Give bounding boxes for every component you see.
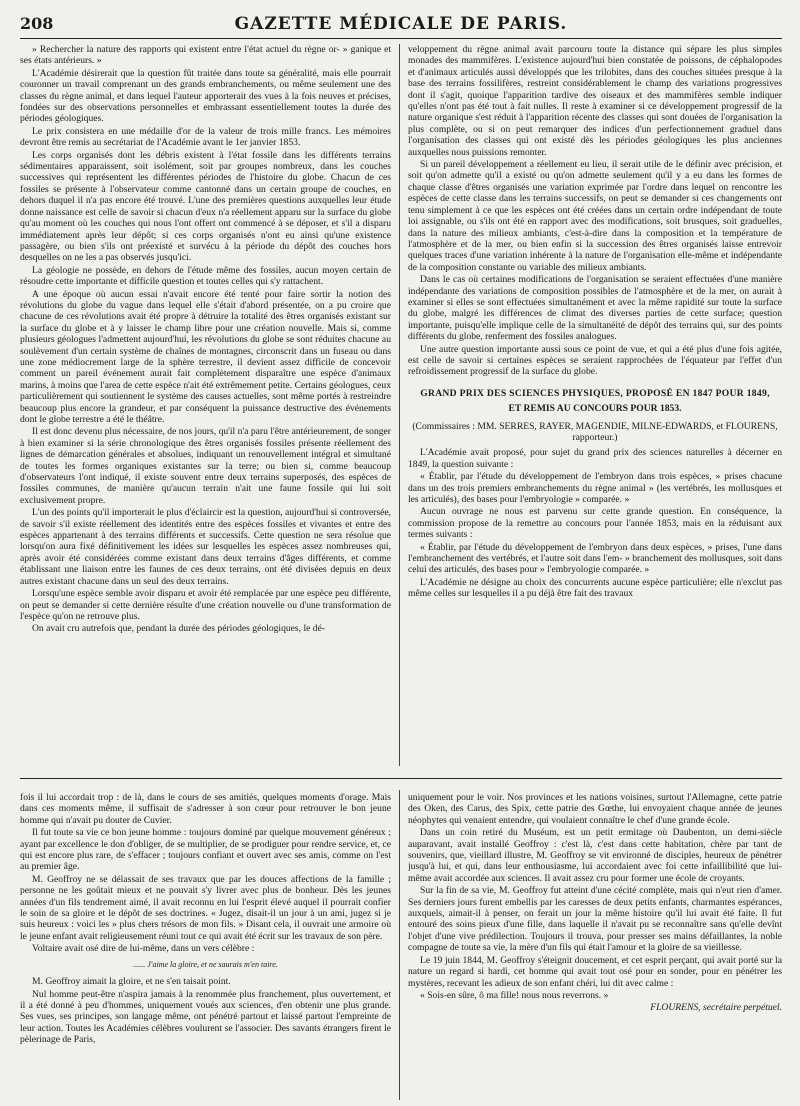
paragraph: M. Geoffroy aimait la gloire, et ne s'en taisait point.: [32, 976, 231, 988]
paragraph: Lorsqu'une espèce semble avoir disparu et avoir été remplacée par une espèce peu différente, on peut se demander si cette dernière résulte d'une création nouvelle ou d'une transformation de l'espèce qu'on ne retrouve plus.: [20, 588, 391, 622]
paragraph: Il est donc devenu plus nécessaire, de nos jours, qu'il n'a paru l'être antérieurement, de songer à bien examiner si la série chronologique des êtres organisés fossiles présente réellement des lignes de démarcation générales et absolues, indiquant un renouvellement intégral et simultané de toutes les formes organiques existantes sur la terre; ou bien si, comme beaucoup d'observateurs l'ont indiqué, il existe souvent entre deux terrains superposés, des espèces de fossiles communes, de manière qu'aucun terrain n'ait une faune fossile qui lui soit exclusivement propre.: [20, 426, 391, 506]
paragraph: L'Académie ne désigne au choix des concurrents aucune espèce particulière; elle n'exclut pas même celles sur lesquelles il a pu déjà être fait des travaux: [408, 576, 782, 600]
header-rule: [20, 38, 782, 39]
paragraph: Nul homme peut-être n'aspira jamais à la renommée plus franchement, plus ouvertement, et il a été donné à peu d'hommes, uniquement voués aux sciences, d'en obtenir une plus grande. Ses vues, ses principes, son langage même, ont pénétré partout et laissé partout l'empreinte de leur action. Toutes les Académies célèbres voulurent se l'associer. Des savants étrangers firent le pèlerinage de Paris,: [20, 988, 391, 1046]
column-1: [20, 44, 391, 768]
paragraph: Il fut toute sa vie ce bon jeune homme : toujours dominé par quelque mouvement généreux ; ayant par excellence le don d'obliger, de se multiplier, de se prodiguer pour rendre service, et, ce qui est encore plus rare, de s'effacer ; toujours confiant et ouvert avec ses amis, comme on l'est au premier âge.: [20, 827, 391, 873]
paragraph: Sur la fin de sa vie, M. Geoffroy fut atteint d'une cécité complète, mais qui n'eut rien d'amer. Ses derniers jours furent embellis par les caresses de deux petits enfants, charmantes espérances, auxquels, aimait-il à penser, on ferait un jour la même histoire qu'il lui avait été faite. Il fut entouré des soins pieux d'une fille, dans laquelle il n'avait pu se reconnaître sans qu'elle devînt l'objet d'une vive prédilection. Toujours il trouva, pour presser ses mains défaillantes, la noble compagne de toute sa vie, la mère d'un fils qui était l'amour et la gloire de sa vieillesse.: [408, 885, 782, 954]
paragraph: « Sois-en sûre, ô ma fille! nous nous reverrons. »: [420, 989, 609, 1001]
section-rule: [20, 778, 782, 779]
page-number: 208: [20, 14, 54, 33]
paragraph: Dans un coin retiré du Muséum, est un petit ermitage où Daubenton, un demi-siècle auparavant, avait installé Geoffroy : c'est là, c'est dans cette habitation, chère par tant de souvenirs, que, vieillard illustre, M. Geoffroy se vit environné de disciples, heureux de pénétrer jusqu'à lui, et qui, dans leur enthousiasme, lui accordaient avec foi cette infaillibilité que lui-même avait accordée aux sciences. Il avait assez cru pour former une école de croyants.: [408, 827, 782, 884]
paragraph: Aucun ouvrage ne nous est parvenu sur cette grande question. En conséquence, la commission propose de la remettre au concours pour l'année 1853, mais en la réduisant aux termes suivants :: [408, 506, 782, 541]
paragraph: Dans le cas où certaines modifications de l'organisation se seraient effectuées d'une manière indépendante des variations de composition possibles de l'atmosphère et de la mer, on aurait à examiner si elles se sont effectuées simultanément et avec la même rapidité sur toute la surface du globe, malgré les différences de climat des diverses parties de cette surface; question importante, puisqu'elle implique celle de la simultanéité de dépôt des terrains qui, sur des points différents du globe, renferment des fossiles analogues.: [408, 274, 782, 343]
section-subtitle: ET REMIS AU CONCOURS POUR 1853.: [508, 403, 682, 415]
paragraph: Les corps organisés dont les débris existent à l'état fossile dans les différents terrains sédimentaires apparaissent, soit isolément, soit par groupes nombreux, dans les couches successives qui représentent les différentes périodes de l'histoire du globe. Chacun de ces fossiles se présente à l'observateur comme cantonné dans un certain groupe de couches, en dehors duquel il n'a pas encore été trouvé. L'une des premières questions auxquelles leur étude donne naissance est celle de savoir si chacun d'eux n'a réellement apparu sur la surface du globe qu'au moment où les couches qui nous l'ont offert ont commencé à se déposer, et s'il a disparu immédiatement après leur dépôt; si ces corps organisés n'ont eu ainsi qu'une existence passagère, ou bien s'ils ont préexisté et survécu à la période du dépôt des couches hors desquelles on ne les a pas observés jusqu'ici.: [20, 149, 391, 264]
page-header: [20, 14, 782, 38]
paragraph: A une époque où aucun essai n'avait encore été tenté pour faire sortir la notion des révolutions du globe du vague dans lequel elle s'était d'abord présentée, on a pu croire que chacune de ces révolutions avait été propre à détruire la totalité des êtres organisés existant sur la surface du globe et à y laisser le champ libre pour une création nouvelle. Mais si, comme plusieurs géologues l'admettent aujourd'hui, les révolutions du globe se sont réduites chacune au soulèvement d'un certain système de chaînes de montagnes, circonscrit dans un fuseau ou dans une zone médiocrement large de la sphère terrestre, il devient assez difficile de concevoir comment un pareil événement aurait fait complètement disparaître une espèce d'animaux marins, à moins que l'area de cette espèce n'ait été extrêmement petite. Certains géologues, ceux particulièrement qui soutiennent le système des causes actuelles, sont même portés à restreindre beaucoup plus encore la grandeur, et par conséquent la puissance destructive des événements dont le globe terrestre a été le théâtre.: [20, 288, 391, 425]
paragraph: Voltaire avait osé dire de lui-même, dans un vers célèbre :: [32, 943, 255, 955]
section-title: GRAND PRIX DES SCIENCES PHYSIQUES, PROPOSÉ EN 1847 POUR 1849,: [420, 387, 770, 399]
paragraph: « Établir, par l'étude du développement de l'embryon dans trois espèces, » prises chacune dans un des trois premiers embranchements du règne animal » (les vertébrés, les mollusques et les articulés), des bases pour l'embryologie » comparée. »: [408, 471, 782, 506]
column-2: [408, 44, 782, 768]
verse-quote: ...... J'aime la gloire, et ne saurais m'en taire.: [133, 959, 278, 969]
paragraph: veloppement du règne animal avait parcouru toute la distance qui sépare les plus simples monades des mammifères. L'existence aujourd'hui bien constatée de poissons, de céphalopodes et d'animaux articulés aussi développés que les trilobites, dans des couches situées presque à la base des terrains fossilifères, restreint considérablement le champ des variations progressives dont il s'agit, quoique l'apparition tardive des oiseaux et des mammifères semble indiquer qu'elles n'ont pas été tout à fait nulles. Il reste à examiner si ce développement progressif de la nature organique s'est réduit à l'apparition récente des classes qui sont douées de l'organisation la plus complète, ou si on peut remarquer des indices d'un perfectionnement graduel dans l'organisation des classes qui ont existé dès les périodes géologiques les plus anciennes auxquelles nous puissions remonter.: [408, 44, 782, 158]
column-divider: [399, 44, 400, 766]
paragraph: Le 19 juin 1844, M. Geoffroy s'éteignit doucement, et cet esprit perçant, qui avait porté sur la nature un regard si hardi, cet homme qui avait tout osé pour en sonder, pour en pénétrer les mystères, recevant les adieux de son enfant chéri, lui dit avec calme :: [408, 954, 782, 989]
paragraph: fois il lui accordait trop : de là, dans le cours de ses amitiés, quelques moments d'orage. Mais dans ces moments même, il suffisait de s'adresser à son cœur pour retrouver le bon jeune homme qui n'avait pu douter de Cuvier.: [20, 792, 391, 826]
commission-line: (Commissaires : MM. SERRES, RAYER, MAGENDIE, MILNE-EDWARDS, et FLOURENS, rapporteur.): [412, 420, 778, 443]
column-3: [20, 792, 391, 1098]
paragraph: La géologie ne possède, en dehors de l'étude même des fossiles, aucun moyen certain de résoudre cette importante et difficile question et toutes celles qui s'y rattachent.: [20, 264, 391, 288]
paragraph: L'Académie désirerait que la question fût traitée dans toute sa généralité, mais elle pourrait couronner un travail comprenant un des grands embranchements, ou même seulement une des classes du règne animal, et dans lequel l'auteur apporterait des vues à la fois neuves et précises, fondées sur des observations personnelles et embrassant essentiellement toutes la durée des périodes géologiques.: [20, 67, 391, 125]
running-title: GAZETTE MÉDICALE DE PARIS.: [234, 14, 568, 34]
paragraph: On avait cru autrefois que, pendant la durée des périodes géologiques, le dé-: [32, 623, 326, 635]
paragraph: Une autre question importante aussi sous ce point de vue, et qui a été plus d'une fois agitée, est celle de savoir si certaines espèces se seraient rapprochées de l'équateur par l'effet d'un refroidissement progressif de la surface du globe.: [408, 343, 782, 378]
paragraph: « Établir, par l'étude du développement de l'embryon dans deux espèces, » prises, l'une dans l'embranchement des vertébrés, et l'autre soit dans l'em- » branchement des mollusques, soit dans celui des articulés, des bases pour » l'embryologie comparée. »: [408, 541, 782, 576]
paragraph: L'un des points qu'il importerait le plus d'éclaircir est la question, aujourd'hui si controversée, de savoir s'il existe réellement des identités entre des espèces fossiles et vivantes et entre des espèces appartenant à des terrains différents et successifs. Cette question ne sera résolue que lorsqu'on aura fixé définitivement les idées sur lesquelles les espèces assez nombreuses qui, après avoir été considérées comme existant dans deux terrains d'âges différents, et comme établissant une liaison entre les faunes de ces deux terrains, ont été divisées depuis en deux autres existant chacune dans un seul des deux terrains.: [20, 507, 391, 587]
paragraph: Si un pareil développement a réellement eu lieu, il serait utile de le définir avec précision, et soit qu'on admette qu'il a existé ou qu'on admette seulement qu'il y a eu dans les formes de chaque classe d'êtres organisés une variation exprimée par l'ordre dans lequel on rencontre les espèces de cette classe dans les terrains successifs, on peut se demander si ces changements ont tenu simplement à ce que les espèces ont été créées dans un certain ordre indépendant de toute loi assignable, ou s'ils ont été en rapport avec des modifications, soit brusques, soit graduelles, dans la nature des milieux ambiants, c'est-à-dire dans la composition et la température de l'atmosphère et de la mer, ou bien enfin si la succession des êtres organisés laisse entrevoir quelques traces d'une variation inhérente à la nature de l'organisation elle-même et indépendante de la composition constante ou variable des milieux ambiants.: [408, 159, 782, 273]
signature: FLOURENS, secrétaire perpétuel.: [650, 1002, 782, 1014]
paragraph: M. Geoffroy ne se délassait de ses travaux que par les douces affections de la famille ; personne ne les goûtait mieux et ne pouvait s'y livrer avec plus de bonheur. Dès les jeunes années d'un fils tendrement aimé, il avait reconnu en lui l'esprit élevé auquel il pourrait confier le soin de sa gloire et le dépôt de ses doctrines. « Jugez, disait-il un jour à un ami, jugez si je suis heureux : voici les » plus chers trésors de mon fils. » Disant cela, il ouvrait une armoire où le jeune enfant avait religieusement réuni tout ce qui avait été écrit sur les travaux de son père.: [20, 873, 391, 942]
paragraph: uniquement pour le voir. Nos provinces et les nations voisines, surtout l'Allemagne, cette patrie des Oken, des Carus, des Spix, cette patrie des Gœthe, lui envoyaient chaque année de jeunes néophytes qui venaient entendre, qui voulaient connaître le chef d'une grande école.: [408, 792, 782, 826]
paragraph: Le prix consistera en une médaille d'or de la valeur de trois mille francs. Les mémoires devront être remis au secrétariat de l'Académie avant le 1er janvier 1853.: [20, 125, 391, 149]
column-divider: [399, 790, 400, 1100]
column-4: [408, 792, 782, 1098]
paragraph: » Rechercher la nature des rapports qui existent entre l'état actuel du règne or- » ganique et ses états antérieurs. »: [20, 44, 391, 67]
paragraph: L'Académie avait proposé, pour sujet du grand prix des sciences naturelles à décerner en 1849, la question suivante :: [408, 447, 782, 470]
